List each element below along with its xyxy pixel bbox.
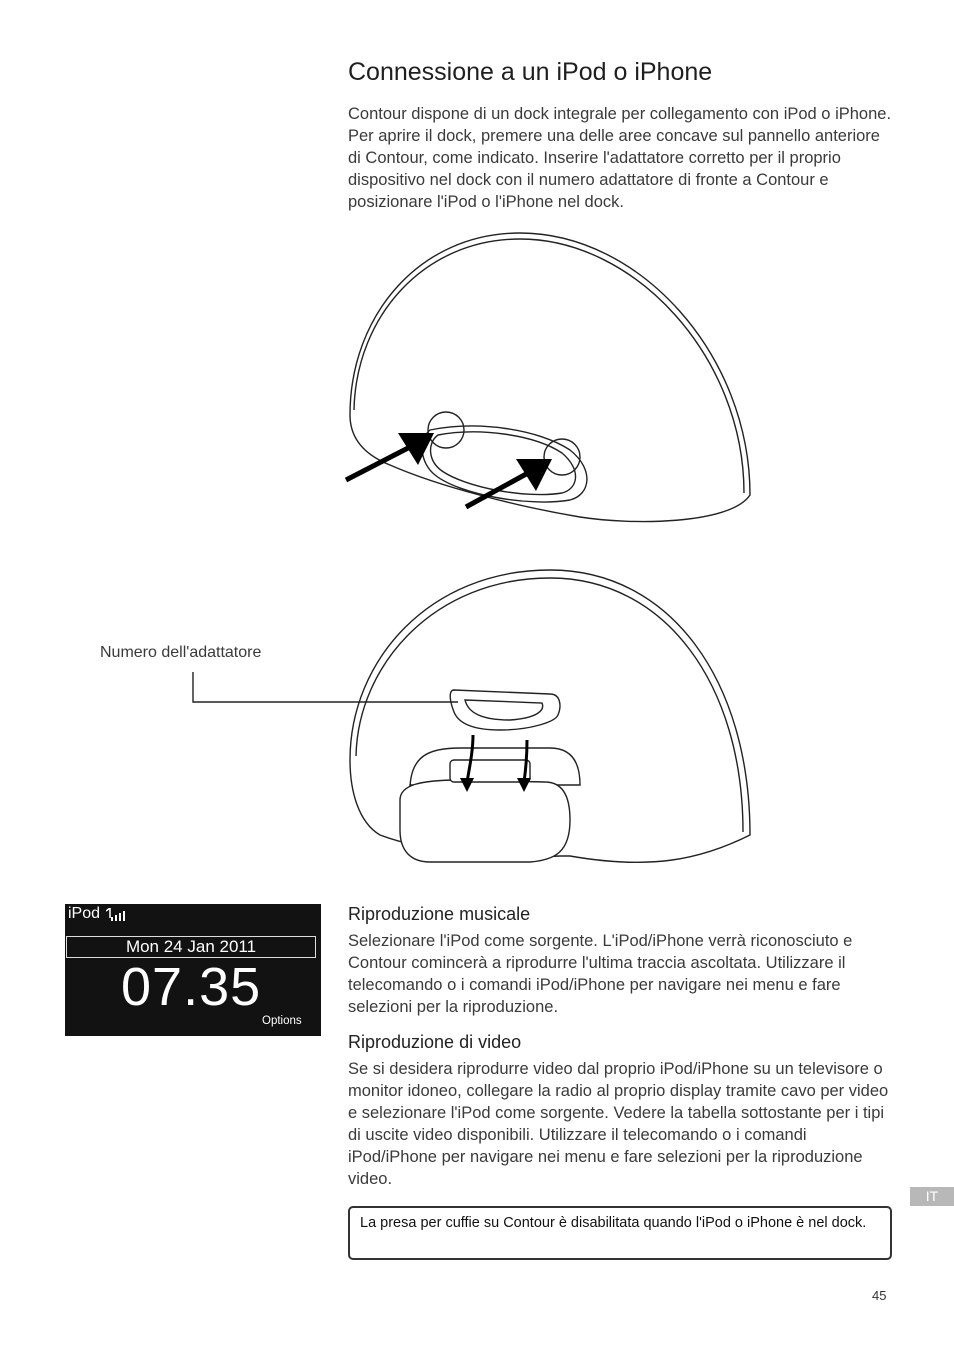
intro-paragraph: Contour dispone di un dock integrale per collegamento con iPod o iPhone. Per aprire il dock, premere una delle aree concave sul pannello anteriore di Contour, come indicato. Inserire l'adattatore corretto per il proprio dispositivo nel dock con il numero adattatore di fronte a Contour e posizionare l'iPod o l'iPhone nel dock. — [348, 105, 892, 211]
display-options-label: Options — [262, 1015, 302, 1027]
display-date: Mon 24 Jan 2011 — [66, 936, 316, 958]
adapter-number-label: Numero dell'adattatore — [100, 644, 262, 661]
radio-display-screen — [65, 904, 321, 1036]
page-number: 45 — [872, 1288, 887, 1303]
page-title: Connessione a un iPod o iPhone — [348, 58, 713, 86]
right-press-area — [544, 439, 580, 475]
music-playback-text: Selezionare l'iPod come sorgente. L'iPod/iPhone verrà riconosciuto e Contour comincerà a riprodurre l'ultima traccia ascoltata. Utilizzare il telecomando o i comandi iPod/iPhone per navigare nei menu e fare selezioni per la riproduzione. — [348, 932, 853, 1016]
signal-bars-icon — [106, 908, 126, 922]
dock-adapter — [450, 690, 560, 730]
adapter-callout-line — [190, 672, 460, 704]
music-playback-heading: Riproduzione musicale — [348, 904, 531, 924]
arrow-left-icon — [346, 433, 434, 480]
video-playback-heading: Riproduzione di video — [348, 1032, 522, 1052]
adapter-insertion-illustration — [330, 560, 770, 890]
display-time: 07.35 — [121, 957, 262, 1017]
display-source: iPod — [68, 905, 101, 922]
dock-open-illustration — [330, 225, 770, 535]
language-tab: IT — [910, 1187, 954, 1206]
note-box: La presa per cuffie su Contour è disabilitata quando l'iPod o iPhone è nel dock. — [348, 1206, 892, 1260]
video-playback-text: Se si desidera riprodurre video dal proprio iPod/iPhone su un televisore o monitor idoneo, collegare la radio al proprio display tramite cavo per video e selezionare l'iPod come sorgente. Vedere la tabella sottostante per i tipi di uscite video disponibili. Utilizzare il telecomando o i comandi iPod/iPhone per navigare nei menu e fare selezioni per la riproduzione video. — [348, 1060, 889, 1188]
